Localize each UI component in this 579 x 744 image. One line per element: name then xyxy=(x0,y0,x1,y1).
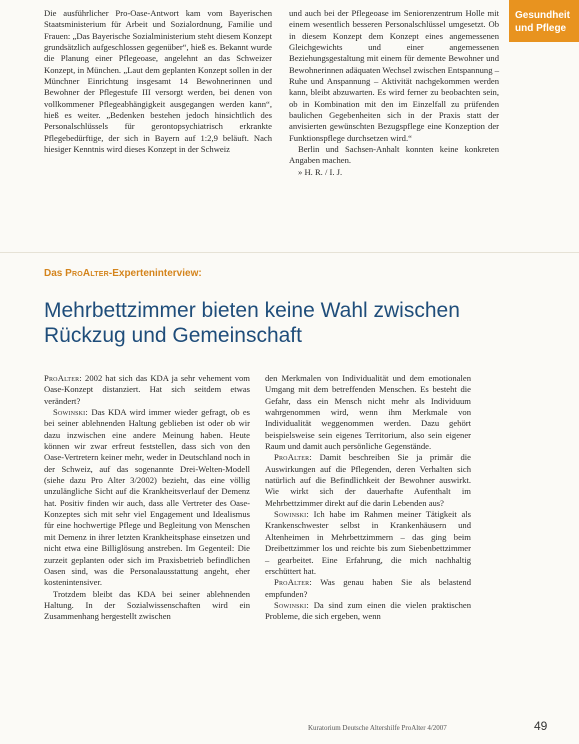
kicker-brand: ProAlter xyxy=(65,268,109,279)
divider xyxy=(0,252,579,253)
answer-text: Da sind zum einen die vielen praktischen Probleme, die sich ergeben, wenn xyxy=(265,599,471,622)
section-tab: Gesundheit und Pflege xyxy=(509,0,579,42)
interview-paragraph xyxy=(265,577,471,600)
answer-text: Das KDA wird immer wieder gefragt, ob es bei seiner ablehnenden Haltung geblieben ist oder ob wir dazu inzwischen eine andere Meinung haben. Heute können wir zwar erfreut feststellen, dass sich von den Oase-Vertretern keiner mehr, weder in Deutschland noch in der Schweiz, auf das sogenannte Drei-Welten-Modell (siehe dazu Pro Alter 3/2002) bezieht, das eine völlig unzulängliche Sicht auf die Krankheitsverlauf der Demenz hat. Positiv finden wir auch, dass alle Vertreter des Oase-Konzeptes sich mit sehr viel Engagement und Idealismus für eine hochwertige Pflege und Begleitung von Menschen mit Demenz in ihrer letzten Krankheitsphase einsetzen und nicht etwa eine Billiglösung anstreben. Im Gegenteil: Die zurzeit geplanten oder sich im Praxisbetrieb befindlichen Oasen sind, was die Personalausstattung angeht, eher kostenintensiver. xyxy=(44,407,250,588)
kicker-suffix: -Experteninterview: xyxy=(108,268,202,279)
interview-paragraph xyxy=(44,373,250,407)
paragraph: und auch bei der Pflegeoase im Seniorenzentrum Holle mit einem wesentlich besseren Personalschlüssel umgesetzt. Ob in diesem Konzept dem Konzept eines angemessenen Gleichgewichts und einer angemessenen Beziehungsgestaltung mit einem für demente Bewohner und Bewohnerinnen adäquaten Wechsel zwischen Entspannung – Ruhe und Anspannung – Aktivität nachgekommen werden kann, bleibt abzuwarten. Es wird ferner zu beobachten sein, ob in Kombination mit den im Einzelfall zu prüfenden baulichen Gegebenheiten sich in der Praxis statt der anvisierten gewünschten Bezugspflege eine Konzeption der Funktionspflege durchsetzen wird.“ xyxy=(289,8,499,143)
top-right-column xyxy=(289,8,499,178)
speaker-label: ProAlter: xyxy=(274,577,312,588)
speaker-label: Sowinski: xyxy=(53,407,88,418)
interview-right-column xyxy=(265,373,471,623)
kicker-prefix: Das xyxy=(44,268,63,279)
interview-kicker xyxy=(44,268,202,279)
paragraph: Berlin und Sachsen-Anhalt konnten keine konkreten Angaben machen. xyxy=(289,144,499,166)
answer-text: Ich habe im Rahmen meiner Tätigkeit als Krankenschwester selbst in Krankenhäusern und Altenheimen in Mehrbettzimmern – das ging beim Dreibettzimmer los und reichte bis zum Siebenbettzimmer – gearbeitet. Eine Erfahrung, die mich nachhaltig erschüttert hat. xyxy=(265,509,471,576)
question-text: Damit beschreiben Sie ja primär die Auswirkungen auf die Pflegenden, deren Verhalten sich natürlich auf die Befindlichkeit der Bewohner auswirkt. Wie wirkt sich der dauerhafte Aufenthalt im Mehrbettzimmer direkt auf die darin Lebenden aus? xyxy=(265,452,471,508)
page-number: 49 xyxy=(534,719,548,733)
speaker-label: Sowinski: xyxy=(274,509,309,520)
author-signature: » H. R. / I. J. xyxy=(298,166,343,177)
speaker-label: ProAlter: xyxy=(44,373,82,383)
interview-left-column xyxy=(44,373,250,623)
interview-paragraph xyxy=(44,589,250,623)
answer-text: den Merkmalen von Individualität und dem emotionalen Umgang mit dem betreffenden Menschen. Es besteht die Gefahr, dass ein Mensch nicht mehr als Individuum wahrgenommen wird, wenn ihm Merkmale von Individualität weggenommen werden. Dazu gehört beispielsweise sein eigenes Territorium, also sein eigener Raum und damit auch persönliche Gegenstände. xyxy=(265,373,471,452)
speaker-label: ProAlter: xyxy=(274,452,312,463)
top-left-column xyxy=(44,8,272,155)
paragraph: Die ausführlicher Pro-Oase-Antwort kam vom Bayerischen Staatsministerium für Arbeit und Sozialordnung, Familie und Frauen: „Das Bayerische Sozialministerium steht diesem Konzept grundsätzlich aufgeschlossen gegenüber“, hieß es. Bekannt wurde die Planung einer Pflegeoase, angelehnt an das Schweizer Konzept, in München. „Laut dem geplanten Konzept sollen in der Münchner Einrichtung insgesamt 14 Bewohnerinnen und Bewohner der Pflegestufe III versorgt werden, bei denen von vollkommener Pflegeabhängigkeit ausgegangen werden kann“, hieß es weiter. „Bedenken bestehen jedoch hinsichtlich des Personalschlüssels für gerontopsychiatrisch erkrankte Pflegebedürftige, der sich in Bayern auf 1:2,9 beläuft. Nach hiesiger Kenntnis wird dieses Konzept in der Schweiz xyxy=(44,8,272,155)
article-headline: Mehrbettzimmer bieten keine Wahl zwischen Rückzug und Gemeinschaft xyxy=(44,299,460,347)
interview-paragraph xyxy=(44,407,250,589)
interview-paragraph xyxy=(265,452,471,509)
interview-paragraph xyxy=(265,600,471,623)
page-footer: Kuratorium Deutsche Altershilfe ProAlter 4/2007 xyxy=(308,724,447,732)
answer-text: Trotzdem bleibt das KDA bei seiner ablehnenden Haltung. In der Sozialwissenschaften wird ein Zusammenhang hergestellt zwischen xyxy=(44,588,250,622)
interview-paragraph xyxy=(265,373,471,452)
interview-paragraph xyxy=(265,509,471,577)
question-text: Was genau haben Sie als belastend empfunden? xyxy=(265,577,471,599)
speaker-label: Sowinski: xyxy=(274,599,309,610)
answer-text: 2002 hat sich das KDA ja sehr vehement vom Oase-Konzept distanziert. Hat sich seitdem etwas verändert? xyxy=(44,373,250,406)
